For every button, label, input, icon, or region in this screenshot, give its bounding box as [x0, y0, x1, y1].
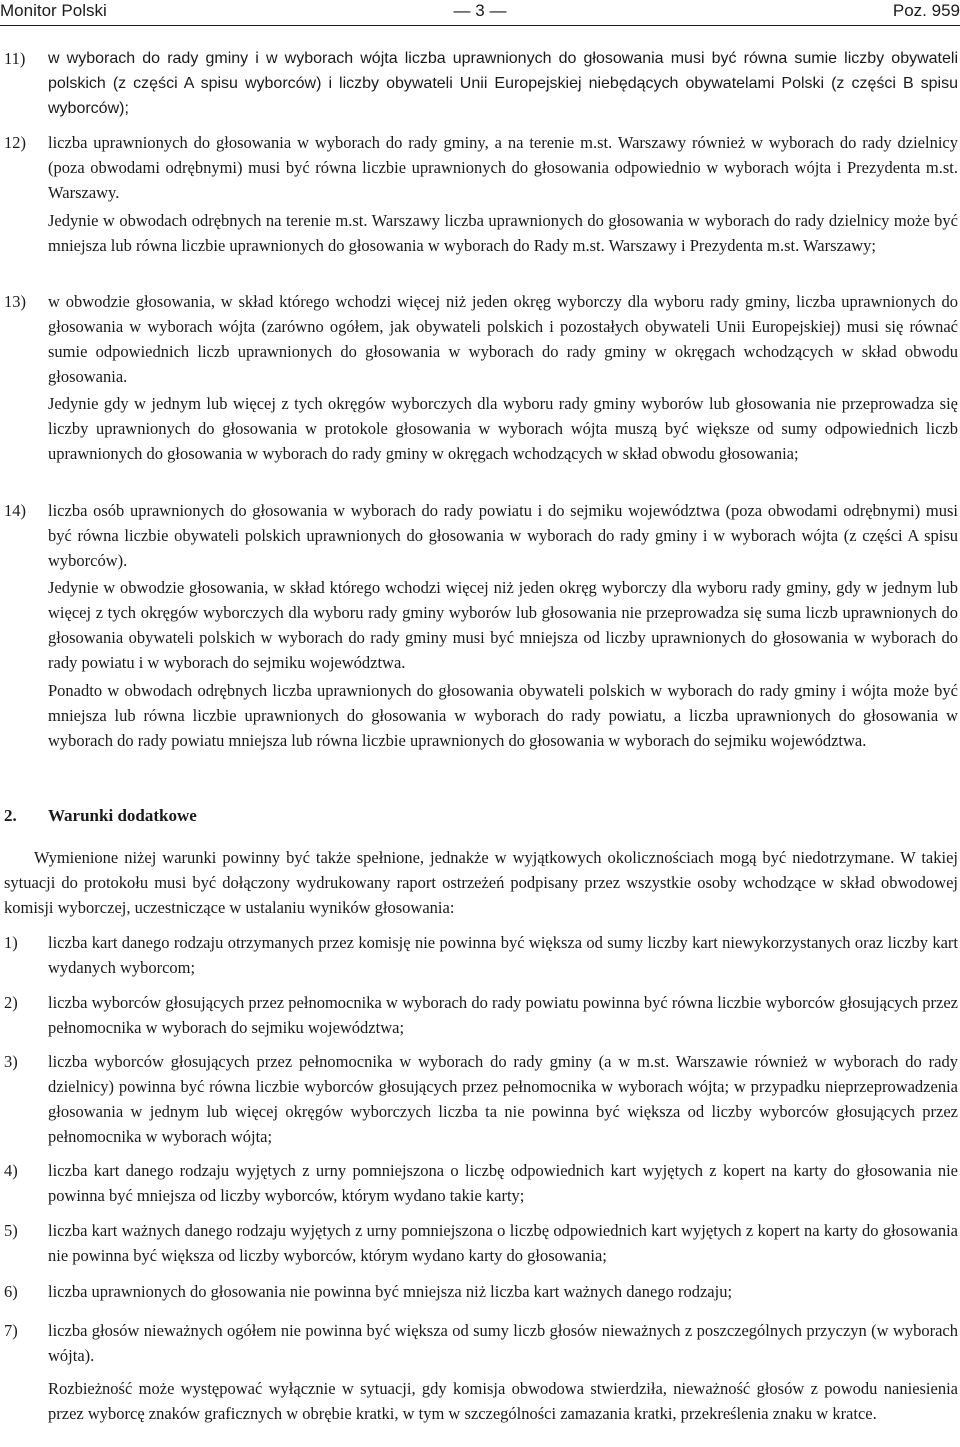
item-paragraph: liczba uprawnionych do głosowania w wyborach do rady gminy, a na terenie m.st. Warszawy również w wyborach do rady dzielnicy (poza obwodami odrębnymi) musi być równa liczbie uprawnionych do głosowania odpowiednio w wyborach wójta i Prezydenta m.st. Warszawy. — [48, 133, 958, 202]
item-paragraph: Ponadto w obwodach odrębnych liczba uprawnionych do głosowania obywateli polskich w wyborach do rady gminy i wójta może być mniejsza lub równa liczbie uprawnionych do głosowania w wyborach do rady powiatu, a liczba uprawnionych do głosowania w wyborach do rady powiatu mniejsza lub równa liczbie uprawnionych do głosowania w wyborach do sejmiku województwa. — [48, 681, 958, 750]
condition-number: 4) — [4, 1161, 18, 1180]
page-header — [0, 0, 960, 24]
item-paragraph: Jedynie gdy w jednym lub więcej z tych okręgów wyborczych dla wyboru rady gminy wyborów lub głosowania nie przeprowadza się liczby uprawnionych do głosowania w protokole głosowania w wyborach wójta muszą być większe od sumy odpowiednich liczb uprawnionych do głosowania w wyborach do rady gminy w okręgach wchodzących w skład obwodu głosowania; — [48, 394, 958, 463]
publication-name: Monitor Polski — [0, 1, 107, 20]
condition-paragraph: liczba wyborców głosujących przez pełnomocnika w wyborach do rady gminy (a w m.st. Warszawie również w wyborach do rady dzielnicy) powinna być równa liczbie wyborców głosujących przez pełnomocnika w wyborach wójta; w przypadku nieprzeprowadzenia głosowania w jednym lub więcej okręgów wyborczych liczba ta nie powinna być większa od liczby wyborców głosujących przez pełnomocnika w wyborach wójta; — [48, 1052, 958, 1146]
item-paragraph: Jedynie w obwodach odrębnych na terenie m.st. Warszawy liczba uprawnionych do głosowania w wyborach do rady dzielnicy może być mniejsza lub równa liczbie uprawnionych do głosowania w wyborach do Rady m.st. Warszawy i Prezydenta m.st. Warszawy; — [48, 211, 958, 255]
page-number: — 3 — — [453, 1, 507, 20]
section-title: Warunki dodatkowe — [48, 806, 197, 825]
condition-paragraph: Rozbieżność może występować wyłącznie w sytuacji, gdy komisja obwodowa stwierdziła, nieważność głosów z powodu naniesienia przez wyborcę znaków graficznych w obrębie kratki, w tym w szczególności zamazania kratki, przekreślenia znaku w kratce. — [48, 1379, 958, 1423]
section-intro: Wymienione niżej warunki powinny być także spełnione, jednakże w wyjątkowych okolicznościach mogą być niedotrzymane. W takiej sytuacji do protokołu musi być dołączony wydrukowany raport ostrzeżeń podpisany przez wszystkie osoby wchodzące w skład obwodowej komisji wyborczej, uczestniczące w ustalaniu wyników głosowania: — [4, 848, 958, 917]
section-heading — [4, 804, 197, 828]
item-number: 14) — [4, 501, 26, 520]
condition-number: 5) — [4, 1221, 18, 1240]
condition-paragraph: liczba uprawnionych do głosowania nie powinna być mniejsza niż liczba kart ważnych danego rodzaju; — [48, 1282, 733, 1301]
condition-number: 3) — [4, 1052, 18, 1071]
condition-number: 6) — [4, 1282, 18, 1301]
item-paragraph: w wyborach do rady gminy i w wyborach wójta liczba uprawnionych do głosowania musi być równa sumie liczby obywateli polskich (z części A spisu wyborców) i liczby obywateli Unii Europejskiej niebędących obywatelami Polski (z części B spisu wyborców); — [48, 50, 958, 117]
condition-paragraph: liczba kart danego rodzaju otrzymanych przez komisję nie powinna być większa od sumy liczby kart niewykorzystanych oraz liczby kart wydanych wyborcom; — [48, 933, 958, 977]
condition-paragraph: liczba kart danego rodzaju wyjętych z urny pomniejszona o liczbę odpowiednich kart wyjętych z kopert na karty do głosowania nie powinna być mniejsza od liczby wyborców, którym wydano takie karty; — [48, 1161, 958, 1205]
item-paragraph: liczba osób uprawnionych do głosowania w wyborach do rady powiatu i do sejmiku województwa (poza obwodami odrębnymi) musi być równa liczbie obywateli polskich uprawnionych do głosowania w wyborach do rady gminy i w wyborach wójta (z części A spisu wyborców). — [48, 501, 958, 570]
item-paragraph: Jedynie w obwodzie głosowania, w skład którego wchodzi więcej niż jeden okręg wyborczy dla wyboru rady gminy, gdy w jednym lub więcej z tych okręgów wyborczych dla wyboru rady gminy wyborów lub głosowania nie przeprowadza się suma liczb uprawnionych do głosowania obywateli polskich w wyborach do rady gminy musi być mniejsza od liczby uprawnionych do głosowania w wyborach do rady powiatu i w wyborach do sejmiku województwa. — [48, 578, 958, 672]
condition-paragraph: liczba kart ważnych danego rodzaju wyjętych z urny pomniejszona o liczbę odpowiednich kart wyjętych z kopert na karty do głosowania nie powinna być większa od liczby wyborców, którym wydano karty do głosowania; — [48, 1221, 958, 1265]
condition-paragraph: liczba głosów nieważnych ogółem nie powinna być większa od sumy liczb głosów nieważnych z poszczególnych przyczyn (w wyborach wójta). — [48, 1321, 958, 1365]
condition-number: 1) — [4, 933, 18, 952]
position-number: Poz. 959 — [892, 1, 960, 20]
condition-paragraph: liczba wyborców głosujących przez pełnomocnika w wyborach do rady powiatu powinna być równa liczbie wyborców głosujących przez pełnomocnika w wyborach do sejmiku województwa; — [48, 993, 958, 1037]
section-number: 2. — [4, 806, 17, 825]
item-number: 12) — [4, 133, 26, 152]
item-number: 13) — [4, 292, 26, 311]
condition-number: 2) — [4, 993, 18, 1012]
header-rule — [0, 25, 960, 26]
item-paragraph: w obwodzie głosowania, w skład którego wchodzi więcej niż jeden okręg wyborczy dla wyboru rady gminy, liczba uprawnionych do głosowania w wyborach wójta (zarówno ogółem, jak obywateli polskich i pozostałych obywateli Unii Europejskiej) musi się równać sumie odpowiednich liczb uprawnionych do głosowania w wyborach do rady gminy w okręgach wchodzących w skład obwodu głosowania. — [48, 292, 958, 386]
item-number: 11) — [4, 49, 26, 68]
condition-number: 7) — [4, 1321, 18, 1340]
